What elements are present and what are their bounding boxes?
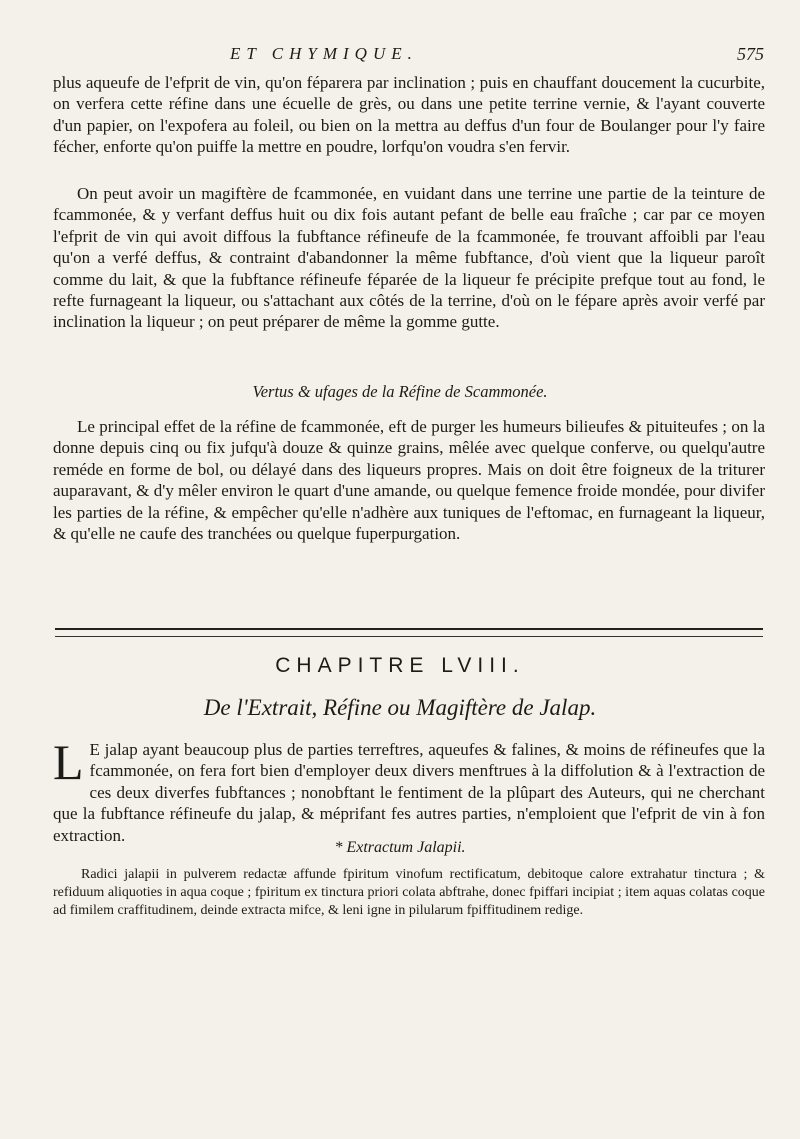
ornamental-rule [55,628,763,637]
paragraph-text: Le principal effet de la réfine de fcammonée, eft de purger les humeurs bilieufes & pituiteufes ; on la donne depuis cinq ou fix jufqu'à douze & quinze grains, mêlée avec quelque conferve, ou quelqu'autre reméde en forme de bol, ou délayé dans des liqueurs propres. Mais on doit être foigneux de la triturer auparavant, & d'y mêler environ le quart d'une amande, ou quelque femence froide mondée, pour divifer les parties de la réfine, & empêcher qu'elle n'adhère aux tuniques de l'eftomac, en furnageant la liqueur, & qu'elle ne caufe des tranchées ou quelque fuperpurgation. [53,417,765,544]
paragraph-continuation [53,72,765,158]
paragraph-text: plus aqueufe de l'efprit de vin, qu'on féparera par inclination ; puis en chauffant doucement la cucurbite, on verfera cette réfine dans une écuelle de grès, ou dans une petite terrine vernie, & l'ayant couverte d'un papier, on l'expofera au foleil, ou bien on la mettra au deffus d'un four de Boulanger pour l'y faire fécher, enforte qu'on puiffe la mettre en poudre, lorfqu'on voudra s'en fervir. [53,73,765,157]
formula-title: * Extractum Jalapii. [334,839,466,856]
page-number: 575 [737,44,764,64]
drop-cap: L [53,734,84,790]
paragraph-text: On peut avoir un magiftère de fcammonée, en vuidant dans une terrine une partie de la teinture de fcammonée, & y verfant deffus huit ou dix fois autant pefant de belle eau fraîche ; car par ce moyen l'efprit de vin qui avoit diffous la fubftance réfineufe de la fcammonée, fe trouvant affoibli par l'eau qu'on a verfé deffus, & contraint d'abandonner la même fubftance, d'où vient que la liqueur paroît comme du lait, & que la fubftance réfineufe féparée de la liqueur fe précipite prefque tout au fond, le refte furnageant la liqueur, ou s'attachant aux côtés de la terrine, d'où on le fépare après avoir verfé par inclination la liqueur ; on peut préparer de même la gomme gutte. [53,184,765,332]
section-subheading: Vertus & ufages de la Réfine de Scammonée. [252,382,548,401]
paragraph-vertus [53,416,765,544]
running-header [0,44,800,70]
paragraph-text: E jalap ayant beaucoup plus de parties terreftres, aqueufes & falines, & moins de réfineufes que la fcammonée, on fera fort bien d'employer deux divers menftrues à la diffolution & à l'extraction de ces deux diverfes fubftances ; nonobftant le fentiment de la plûpart des Auteurs, qui ne cherchant que la fubftance réfineufe du jalap, & méprifant fes autres parties, n'emploient que l'efprit de vin à fon extraction. [53,740,765,845]
paragraph-jalap [53,734,765,846]
chapter-heading: CHAPITRE LVIII. [275,654,525,677]
paragraph-magistere-scammonee [53,183,765,333]
chapter-title: De l'Extrait, Réfine ou Magiftère de Jalap. [203,695,597,720]
paragraph-latin-formula [53,866,765,920]
running-title: ET CHYMIQUE. [230,44,418,63]
paragraph-text: Radici jalapii in pulverem redactæ affunde fpiritum vinofum rectificatum, debitoque calore extrahatur tinctura ; & refiduum aliquoties in aqua coque ; fpiritum ex tinctura priori colata abftrahe, donec fpiffari incipiat ; item aquas colatas coque ad fimilem craffitudinem, deinde extracta mifce, & leni igne in pilularum fpiffitudinem redige. [53,867,765,918]
